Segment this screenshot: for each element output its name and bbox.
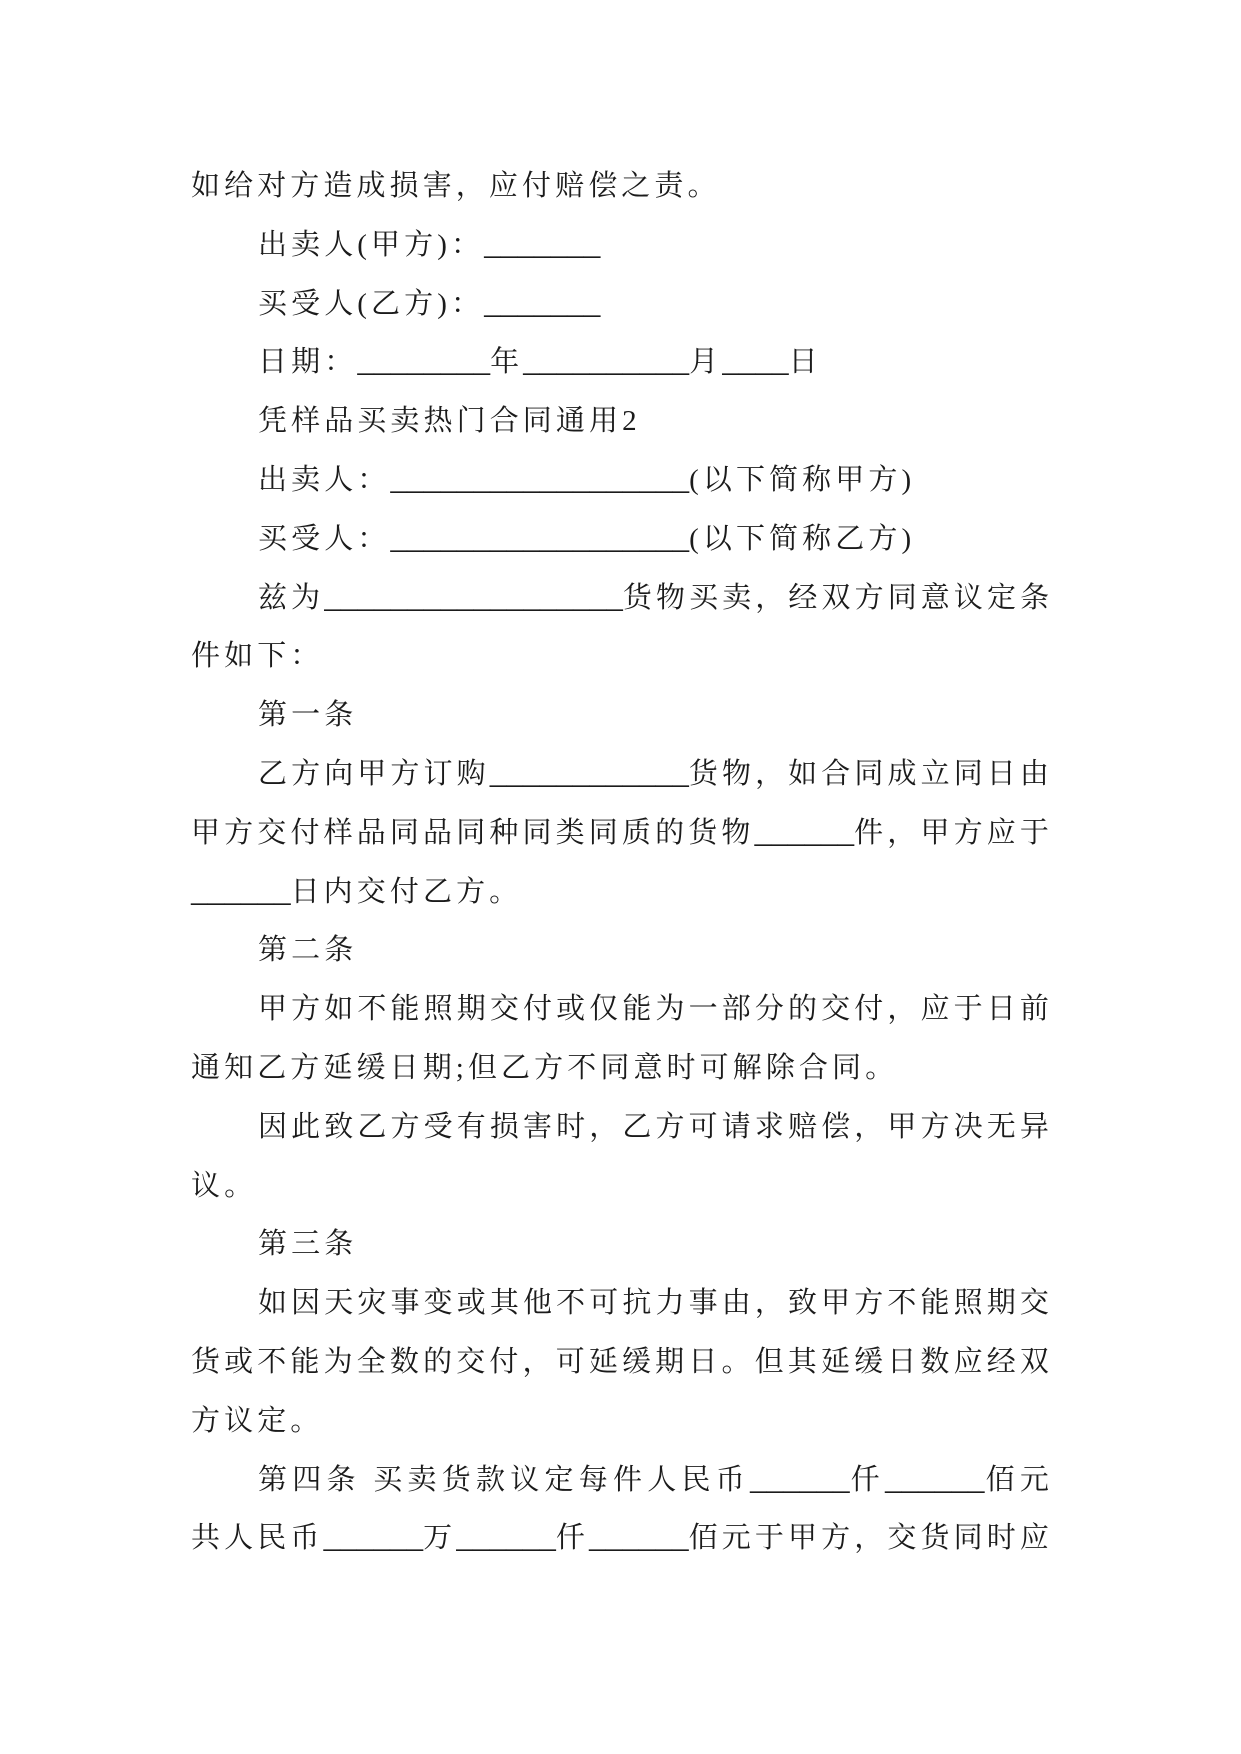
contract-text (191, 157, 1053, 1568)
blank-field: __________________ (390, 459, 690, 497)
contract-title: 凭样品买卖热门合同通用2 (258, 405, 641, 438)
preamble-line: 兹为__________________货物买卖，经双方同意议定条 (258, 577, 1054, 615)
clause-2-text-line: 议。 (191, 1169, 258, 1202)
closing-liability-text: 如给对方造成损害，应付赔偿之责。 (191, 170, 721, 202)
blank-field: ______ (589, 1518, 689, 1556)
clause-2-text-line: 通知乙方延缓日期;但乙方不同意时可解除合同。 (191, 1051, 899, 1084)
clause-2-text-line: 甲方如不能照期交付或仅能为一部分的交付，应于日前 (258, 993, 1053, 1026)
blank-field: ____ (722, 342, 789, 380)
blank-field: __________________ (390, 518, 690, 556)
date-line: 日期：________年__________月____日 (258, 342, 822, 380)
blank-field: ______ (323, 1518, 424, 1556)
clause-4-text-line: 第四条 买卖货款议定每件人民币______仟______佰元 (258, 1459, 1053, 1497)
blank-field: __________ (523, 342, 690, 380)
preamble-line: 件如下： (191, 640, 324, 673)
blank-field: __________________ (324, 577, 623, 615)
blank-field: _______ (484, 224, 601, 262)
blank-field: ____________ (489, 753, 689, 791)
blank-field: ______ (749, 1459, 850, 1497)
clause-1-text-line: 乙方向甲方订购____________货物，如合同成立同日由 (258, 753, 1053, 791)
clause-2-heading: 第二条 (258, 934, 358, 967)
blank-field: ________ (357, 342, 491, 380)
blank-field: _______ (484, 283, 601, 321)
blank-field: ______ (884, 1459, 985, 1497)
clause-3-text-line: 如因天灾事变或其他不可抗力事由，致甲方不能照期交 (258, 1287, 1053, 1320)
clause-2-text-line: 因此致乙方受有损害时，乙方可请求赔偿，甲方决无异 (258, 1110, 1053, 1143)
clause-3-heading: 第三条 (258, 1228, 358, 1261)
clause-3-text-line: 方议定。 (191, 1404, 324, 1437)
clause-1-heading: 第一条 (258, 699, 358, 732)
blank-field: ______ (754, 812, 855, 850)
clause-3-text-line: 货或不能为全数的交付，可延缓期日。但其延缓日数应经双 (191, 1345, 1053, 1378)
seller-party-line: 出卖人：__________________(以下简称甲方) (258, 459, 916, 497)
clause-4-text-line: 共人民币______万______仟______佰元于甲方，交货同时应 (191, 1518, 1053, 1556)
blank-field: ______ (456, 1518, 556, 1556)
buyer-signature-line: 买受人(乙方)：_______ (258, 283, 601, 321)
clause-1-text-line: 甲方交付样品同品同种同类同质的货物______件，甲方应于 (191, 812, 1054, 850)
blank-field: ______ (191, 871, 291, 909)
clause-1-text-line: ______日内交付乙方。 (191, 871, 523, 909)
buyer-party-line: 买受人：__________________(以下简称乙方) (258, 518, 916, 556)
seller-signature-line: 出卖人(甲方)：_______ (258, 224, 601, 262)
